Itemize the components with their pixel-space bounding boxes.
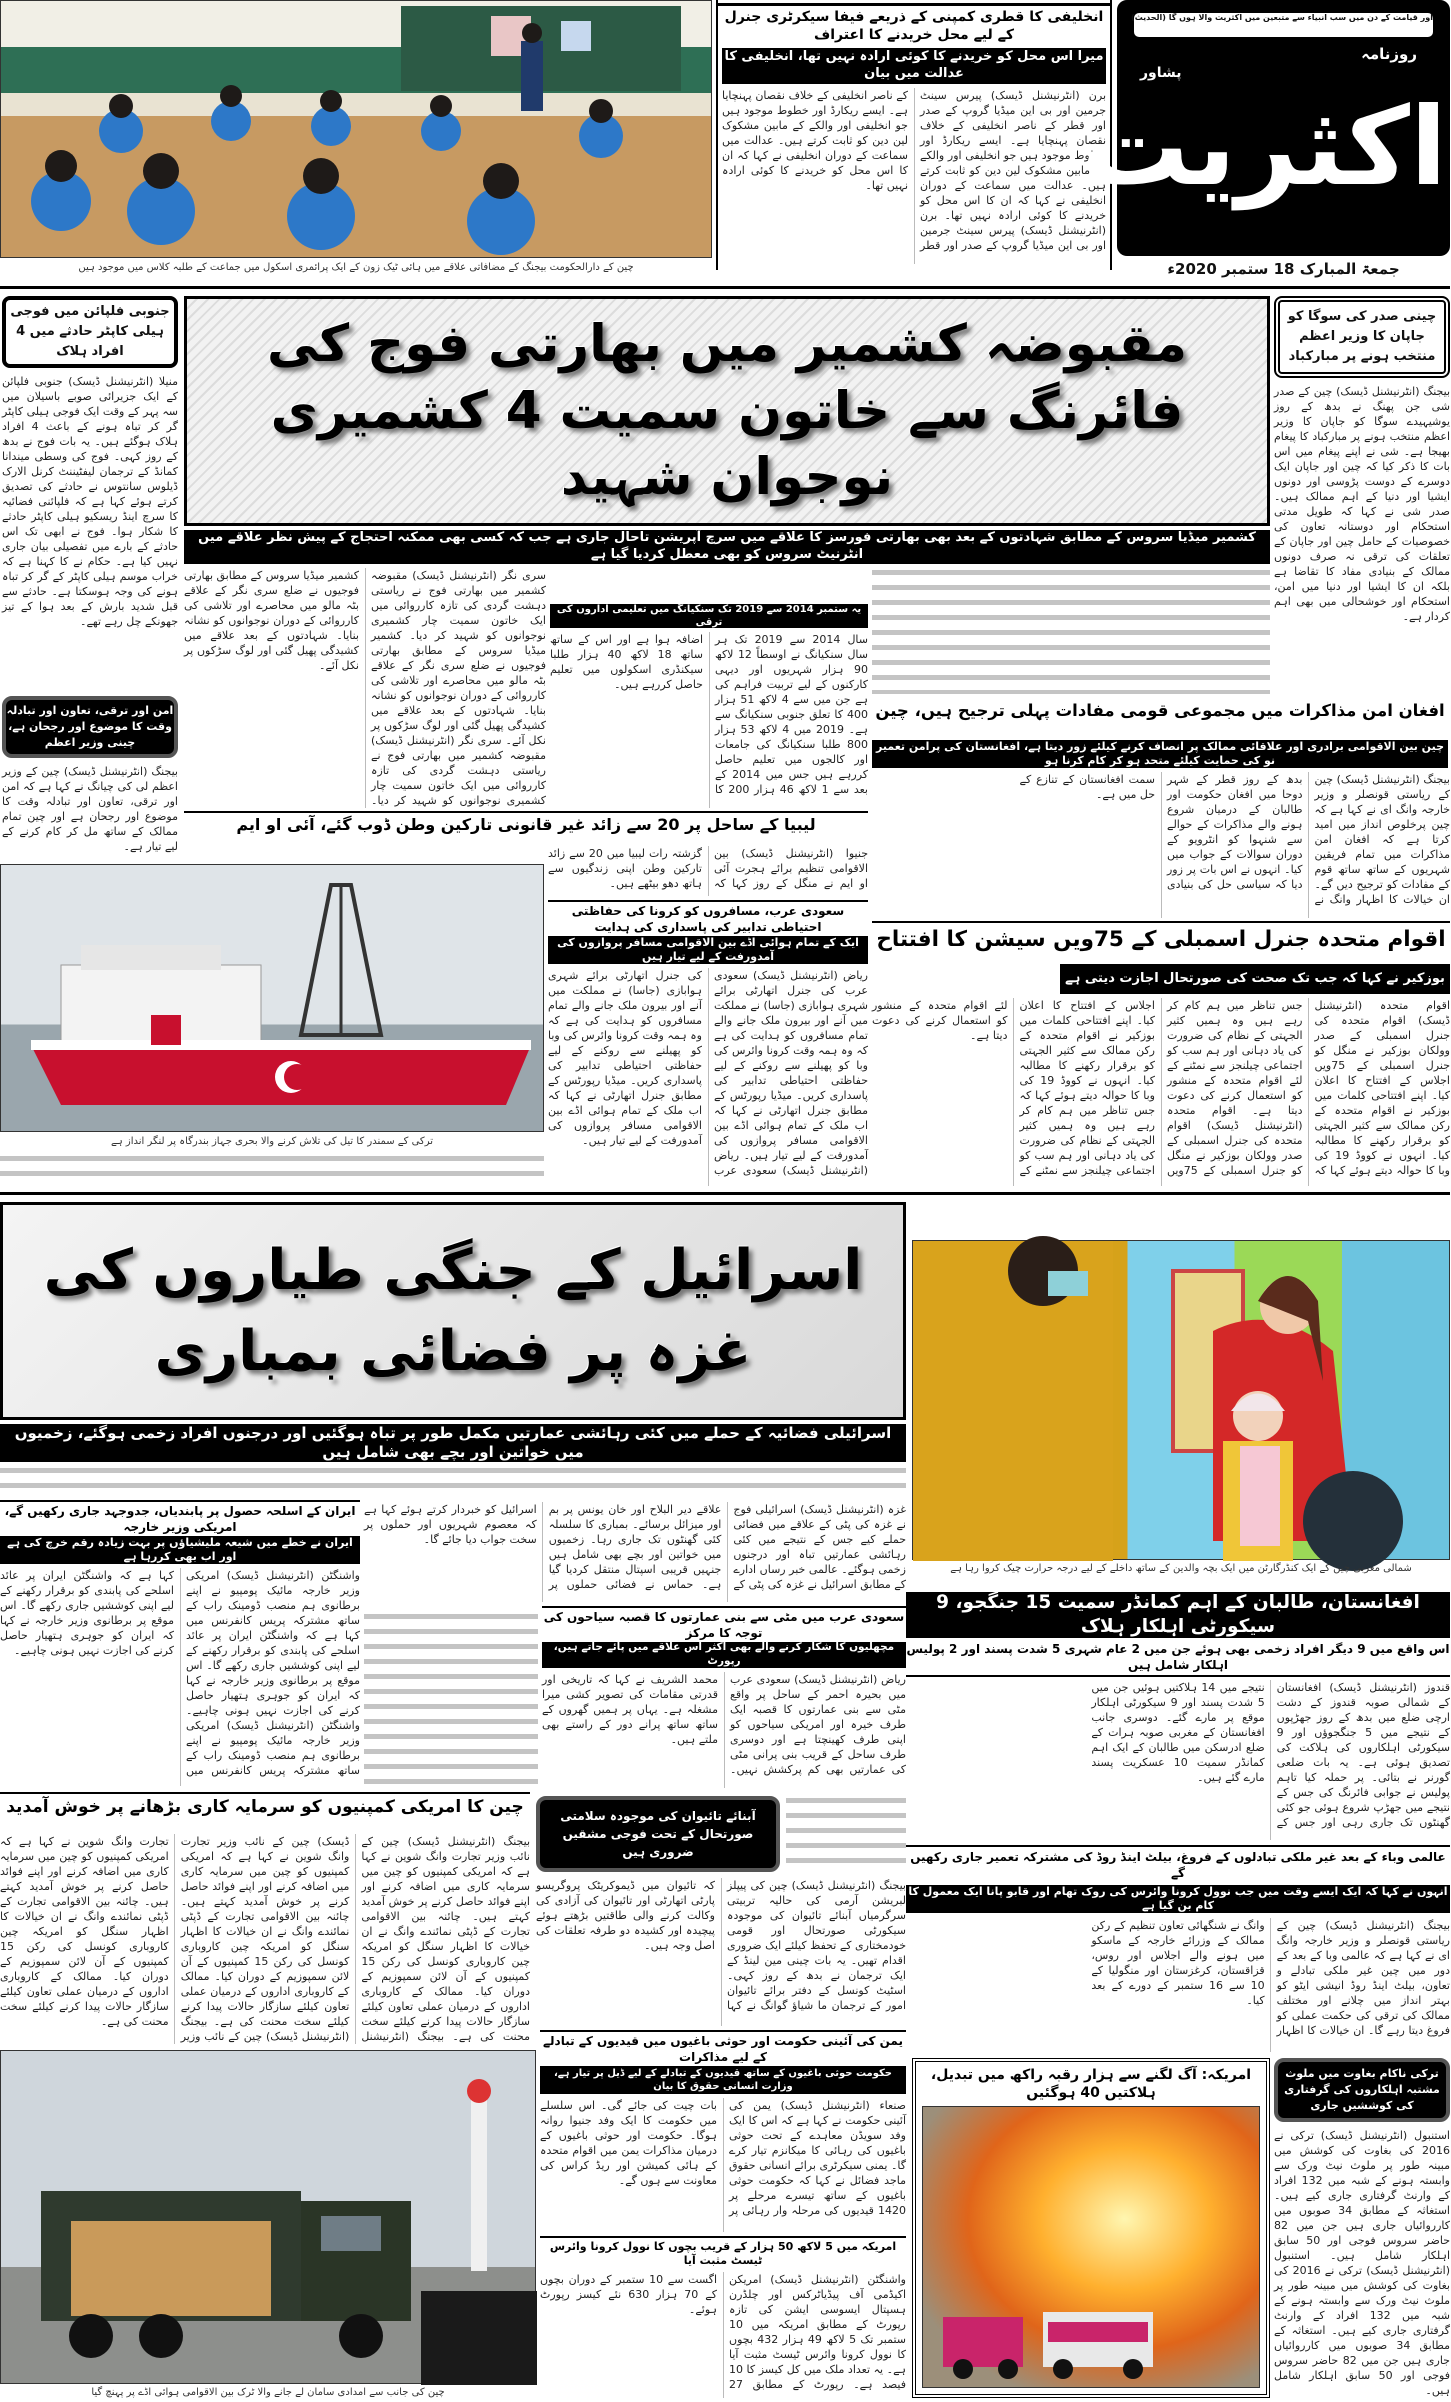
- truck-caption: چین کی جانب سے امدادی سامان لے جانے والا ٹرک بین الاقوامی ہوائی اڈے پر پہنچ گیا: [91, 2387, 445, 2398]
- turkey-body: استنبول (انٹرنیشنل ڈیسک) ترکی نے 2016 کی بغاوت کی کوشش میں مبینہ طور پر ملوث نیٹ ورک سے وابستہ ہونے کے شبہ میں 132 افراد کے وارنٹ گرفتاری جاری کیے ہیں۔ استغاثہ کے مطابق 34 صوبوں میں کارروائیاں جاری ہیں جن میں 82 حاضر سروس فوجی اور 50 سابق اہلکار شامل ہیں۔ استنبول (انٹرنیشنل ڈیسک) ترکی نے 2016 کی بغاوت کی کوشش میں مبینہ طور پر ملوث نیٹ ورک سے وابستہ ہونے کے شبہ میں 132 افراد کے وارنٹ گرفتاری جاری کیے ہیں۔ استغاثہ کے مطابق 34 صوبوں میں کارروائیاں جاری ہیں جن میں 82 حاضر سروس فوجی اور 50 سابق اہلکار شامل ہیں۔: [1274, 2129, 1450, 2397]
- japan-pm-box: [1274, 296, 1450, 378]
- taliban-headline: افغانستان، طالبان کے اہم کمانڈر سمیت 15 جنگجو، 9 سیکورٹی اہلکار ہلاک: [906, 1592, 1450, 1638]
- israel-strip: اسرائیلی فضائیہ کے حملے میں کئی رہائشی عمارتیں مکمل طور پر تباہ ہوگئیں اور درجنوں افراد زخمی ہوگئے، زخمیوں میں خواتین اور بچے بھی شامل ہیں: [0, 1424, 906, 1462]
- taiwan-headline: آبنائے تائیوان کی موجودہ سلامتی صورتحال کے تحت فوجی مشقیں ضروری ہیں: [560, 1809, 756, 1859]
- israel-body: غزہ (انٹرنیشنل ڈیسک) اسرائیلی فوج نے غزہ کی پٹی کے علاقے میں فضائی حملے کیے جس کے نتیجے میں کئی رہائشی عمارتیں تباہ اور درجنوں زخمی ہوگئے۔ عالمی خبر رساں ادارے کے مطابق اسرائیل نے غزہ کی پٹی کے علاقے دیر البلاح اور خان یونس پر بم اور میزائل برسائے۔ بمباری کا سلسلہ کئی گھنٹوں تک جاری رہا۔ زخمیوں میں خواتین اور بچے بھی شامل ہیں جنہیں قریبی اسپتال منتقل کردیا گیا ہے۔ حماس نے فضائی حملوں پر اسرائیل کو خبردار کرتے ہوئے کہا ہے کہ معصوم شہریوں اور حملوں پر سخت جواب دیا جائے گا۔: [364, 1503, 906, 1591]
- iran-strip: ایران نے خطے میں شیعہ ملیشیاؤں پر بہت زیادہ رقم خرچ کی ہے اور اب بھی کررہا ہے: [0, 1536, 360, 1564]
- masthead-motto: اور قیامت کے دن میں سب انبیاء سے متبعین میں اکثریت والا ہوں گا (الحدیث): [1134, 13, 1433, 37]
- saudi-village-strip: مچھلیوں کا شکار کرنے والے بھی اکثر اس علاقے میں پائے جاتے ہیں، رپورٹ: [542, 1642, 906, 1668]
- saudi-village-rule: [542, 1606, 906, 1608]
- yemen-strip: حکومت حوثی باغیوں کے ساتھ قیدیوں کے تبادلے کے لیے ڈیل پر تیار ہے، وزارت انسانی حقوق کا بیان: [540, 2066, 906, 2094]
- saudi-corona-rule: [548, 900, 868, 902]
- philippines-body: منیلا (انٹرنیشنل ڈیسک) جنوبی فلپائن کے ایک جزیرائی صوبے باسیلان میں سہ پہر کے وقت ایک فوجی ہیلی کاپٹر گر کر تباہ ہونے کے باعث 4 افراد ہلاک ہوگئے ہیں۔ یہ بات فوج نے بدھ کے روز کہی۔ فوج کی وسطی میندانا کمانڈ کے ترجمان لیفٹیننٹ کرنل الارک ڈیلوس سانتوس نے حادثے کی تصدیق کرتے ہوئے کہا ہے کہ فلپائنی فضائیہ کا سرچ اینڈ ریسکیو ہیلی کاپٹر حادثے کا شکار ہوا۔ فوج نے ابھی تک اس حادثے کے بارے میں تفصیلی بیان جاری نہیں کیا ہے۔ حکام نے کا کہنا ہے کہ خراب موسم ہیلی کاپٹر کے گر کر تباہ ہونے کی وجہ ہوسکتا ہے۔ حادثے سے قبل شدید بارش کے بعد ہوا کے تیز جھونکے چل رہے تھے۔: [2, 375, 178, 628]
- belt-road-strip: انہوں نے کہا کہ ایک ایسے وقت میں جب نوول کرونا وائرس کی روک تھام اور قابو پانا ایک معمول کا کام بن گیا ہے: [906, 1885, 1450, 1913]
- classroom-caption: چین کے دارالحکومت بیجنگ کے مضافاتی علاقے میں ہائی ٹیک زون کے ایک پرائمری اسکول میں جماعت کے طلبہ کلاس میں موجود ہیں: [78, 262, 634, 273]
- un-body: اقوام متحدہ (انٹرنیشنل ڈیسک) اقوام متحدہ کی جنرل اسمبلی کے صدر وولکان بوزکیر نے منگل کو جنرل اسمبلی کے 75ویں اجلاس کے افتتاح کا اعلان کیا۔ اپنے افتتاحی کلمات میں بوزکیر نے اقوام متحدہ کے رکن ممالک سے کثیر الجہتی کو برقرار رکھنے کا مطالبہ کیا۔ انہوں نے کووڈ 19 کی وبا کا حوالہ دیتے ہوئے کہا کہ جس تناظر میں ہم کام کر رہے ہیں وہ ہمیں کثیر الجہتی کے نظام کی ضرورت کی یاد دہانی اور ہم سب کو اجتماعی چیلنجز سے نمٹنے کے لئے اقوام متحدہ کے منشور کو استعمال کرنے کی دعوت دیتا ہے۔ اقوام متحدہ (انٹرنیشنل ڈیسک) اقوام متحدہ کی جنرل اسمبلی کے صدر وولکان بوزکیر نے منگل کو جنرل اسمبلی کے 75ویں اجلاس کے افتتاح کا اعلان کیا۔ اپنے افتتاحی کلمات میں بوزکیر نے اقوام متحدہ کے رکن ممالک سے کثیر الجہتی کو برقرار رکھنے کا مطالبہ کیا۔ انہوں نے کووڈ 19 کی وبا کا حوالہ دیتے ہوئے کہا کہ جس تناظر میں ہم کام کر رہے ہیں وہ ہمیں کثیر الجہتی کے نظام کی ضرورت کی یاد دہانی اور ہم سب کو اجتماعی چیلنجز سے نمٹنے کے لئے اقوام متحدہ کے منشور کو استعمال کرنے کی دعوت دیتا ہے۔: [872, 999, 1450, 1177]
- turkey-headline: ترکی ناکام بغاوت میں ملوث مشتبہ اہلکاروں کی گرفتاری کی کوششیں جاری: [1284, 2067, 1440, 2112]
- saudi-village-body: ریاض (انٹرنیشنل ڈیسک) سعودی عرب میں بحیرہ احمر کے ساحل پر واقع مٹی سے بنی عمارتوں کا قصبہ ایک طرف خیرہ اور امریکی سیاحوں کو اپنی طرف کھینچتا ہے اور دوسری طرف ساحل کے قریب بنی پرانی مٹی کی عمارتیں بھی کم پرکشش نہیں۔ محمد الشریف نے کہا کہ تاریخی اور قدرتی مقامات کی تصویر کشی میرا مشغلہ ہے۔ یہاں پر ہمیں گھروں کے ساتھ ساتھ پرانے دور کے راستے بھی ملتے ہیں۔: [542, 1673, 906, 1776]
- masthead: [1081, 0, 1450, 256]
- un-headline: اقوام متحدہ جنرل اسمبلی کے 75ویں سیشن کا افتتاح: [876, 927, 1446, 952]
- belt-road-rule: [906, 1845, 1450, 1847]
- china-pm-box: [2, 696, 178, 758]
- ship-photo: [0, 864, 544, 1132]
- yemen-body: صنعاء (انٹرنیشنل ڈیسک) یمن کی آئینی حکومت نے کہا ہے کہ اس کا ایک وفد سویڈن معاہدے کے تحت حوثی باغیوں کی رہائی کا میکانزم تیار کرے گا۔ یمنی سیکرٹری برائے انسانی حقوق ماجد فضائل نے کہا کہ حکومت حوثی باغیوں کے ساتھ تیسرے مرحلے پر 1420 قیدیوں کی مرحلہ وار رہائی پر بات چیت کی جائے گی۔ اس سلسلے میں حکومت کا ایک وفد جنیوا روانہ ہوگا۔ حکومت اور حوثی باغیوں کے درمیان مذاکرات یمن میں اقوام متحدہ کے ہائی کمیشن اور ریڈ کراس کی معاونت سے ہوں گے۔: [540, 2099, 906, 2217]
- us-children-headline: امریکہ میں 5 لاکھ 50 ہزار کے قریب بچوں کا نوول کرونا وائرس ٹیسٹ مثبت آیا: [549, 2240, 897, 2268]
- truck-photo: [0, 2050, 536, 2384]
- main-subheadline: کشمیر میڈیا سروس کے مطابق شہادتوں کے بعد بھی بھارتی فورسز کا علاقے میں سرچ آپریشن تاحال جاری ہے جب کہ کسی بھی ممکنہ احتجاج کے پیش نظر علاقے میں انٹرنیٹ سروس کو بھی معطل کردیا گیا ہے: [184, 530, 1270, 564]
- china-pm-headline: امن اور ترقی، تعاون اور تبادلہ وقت کا موضوع اور رجحان ہے، چینی وزیر اعظم: [6, 704, 174, 749]
- kindergarten-illustration: [913, 1241, 1451, 1561]
- taliban-subheadline: اس واقع میں 9 دیگر افراد زخمی بھی ہوئے جن میں 2 عام شہری 5 شدت پسند اور 2 پولیس اہلکار شامل ہیں: [906, 1642, 1450, 1672]
- taliban-rule: [906, 1675, 1450, 1677]
- classroom-photo: [0, 0, 712, 258]
- china-us-body: بیجنگ (انٹرنیشنل ڈیسک) چین کے نائب وزیر تجارت وانگ شوین نے کہا ہے کہ امریکی کمپنیوں کو چین میں سرمایہ کاری میں اضافہ کرنے اور اپنے فوائد حاصل کرنے پر خوش آمدید کہتے ہیں۔ چائنہ بین الاقوامی تجارت کے ڈپٹی نمائندے وانگ نے ان خیالات کا اظہار سنگل کو امریکہ چین کاروباری کونسل کی رکن 15 کمپنیوں کے آن لائن سمپوزیم کے دوران کیا۔ ممالک کے کاروباری اداروں کے درمیان عملی تعاون کیلئے سازگار حالات پیدا کرنے کیلئے سخت محنت کی ہے۔ بیجنگ (انٹرنیشنل ڈیسک) چین کے نائب وزیر تجارت وانگ شوین نے کہا ہے کہ امریکی کمپنیوں کو چین میں سرمایہ کاری میں اضافہ کرنے اور اپنے فوائد حاصل کرنے پر خوش آمدید کہتے ہیں۔ چائنہ بین الاقوامی تجارت کے ڈپٹی نمائندے وانگ نے ان خیالات کا اظہار سنگل کو امریکہ چین کاروباری کونسل کی رکن 15 کمپنیوں کے آن لائن سمپوزیم کے دوران کیا۔ ممالک کے کاروباری اداروں کے درمیان عملی تعاون کیلئے سازگار حالات پیدا کرنے کیلئے سخت محنت کی ہے۔ بیجنگ (انٹرنیشنل ڈیسک) چین کے نائب وزیر تجارت وانگ شوین نے کہا ہے کہ امریکی کمپنیوں کو چین میں سرمایہ کاری میں اضافہ کرنے اور اپنے فوائد حاصل کرنے پر خوش آمدید کہتے ہیں۔ چائنہ بین الاقوامی تجارت کے ڈپٹی نمائندے وانگ نے ان خیالات کا اظہار سنگل کو امریکہ چین کاروباری کونسل کی رکن 15 کمپنیوں کے آن لائن سمپوزیم کے دوران کیا۔ ممالک کے کاروباری اداروں کے درمیان عملی تعاون کیلئے سازگار حالات پیدا کرنے کیلئے سخت محنت کی ہے۔: [0, 1835, 530, 2043]
- saudi-corona-headline: سعودی عرب، مسافروں کو کرونا کی حفاظتی احتیاطی تدابیر کی پاسداری کی ہدایت: [571, 904, 845, 934]
- iran-rule: [0, 1500, 360, 1502]
- saudi-village-headline: سعودی عرب میں مٹی سے بنی عمارتوں کا قصبہ سیاحوں کی توجہ کا مرکز: [543, 1610, 905, 1640]
- taliban-body: قندوز (انٹرنیشنل ڈیسک) افغانستان کے شمالی صوبہ قندوز کے دشت ارچی ضلع میں بدھ کے روز جھڑپوں کے نتیجے میں 5 جنگجوؤں اور 9 سیکورٹی اہلکاروں کی ہلاکت کی تصدیق ہوئی ہے۔ یہ بات ضلعی گورنر نے بتائی۔ پر حملہ کیا تاہم پولیس نے جوابی فائرنگ کی جس کے نتیجے میں جھڑپ شروع ہوئی جو کئی گھنٹوں تک جاری رہی اور جس کے نتیجے میں 14 ہلاکتیں ہوئیں جن میں 5 شدت پسند اور 9 سیکورٹی اہلکار موقع پر مارے گئے۔ دوسری جانب افغانستان کے مغربی صوبہ ہرات کے ضلع ادرسکن میں طالبان کے ایک اہم کمانڈر سمیت 10 عسکریت پسند مارے گئے ہیں۔: [1091, 1681, 1450, 1829]
- belt-road-headline: عالمی وباء کے بعد غیر ملکی تبادلوں کے فروغ، بیلٹ اینڈ روڈ کی مشترکہ تعمیر جاری رکھیں گے: [910, 1850, 1446, 1880]
- education-body: سال 2014 سے 2019 تک ہر سال سنکیانگ نے اوسطاً 12 لاکھ 90 ہزار شہریوں اور دیہی کارکنوں کے لیے تربیت فراہم کی ہے جن میں سے 4 لاکھ 51 ہزار 400 کا تعلق جنوبی سنکیانگ سے ہے۔ 2019 میں 4 لاکھ 53 ہزار 800 طلبا سنکیانگ کی جامعات اور کالجوں میں تعلیم حاصل کررہے ہیں جس میں 2014 کے بعد سے 1 لاکھ 46 ہزار 200 کا اضافہ ہوا ہے اور اس کے ساتھ ساتھ 18 لاکھ 40 ہزار طلبا سیکنڈری اسکولوں میں تعلیم حاصل کررہے ہیں۔: [550, 633, 869, 796]
- libya-body: جنیوا (انٹرنیشنل ڈیسک) بین الاقوامی تنظیم برائے ہجرت آئی او ایم نے منگل کے روز کہا کہ گزشتہ رات لیبیا میں 20 سے زائد تارکین وطن اپنی زندگیوں سے ہاتھ دھو بیٹھے ہیں۔: [548, 847, 868, 890]
- ship-illustration: [1, 865, 545, 1133]
- fire-photo: [922, 2106, 1260, 2388]
- main-headline-panel: [184, 296, 1270, 526]
- japan-pm-body: بیجنگ (انٹرنیشنل ڈیسک) چین کے صدر شی جن پھنگ نے بدھ کے روز یوشیہیدے سوگا کو جاپان کا وزیر اعظم منتخب ہونے پر مبارکباد کا پیغام بھیجا ہے۔ شی نے اپنے پیغام میں اس بات کا ذکر کیا کہ چین اور جاپان ایک دوسرے کے دوست پڑوسی اور دونوں ایشیا اور دنیا کے اہم ممالک ہیں۔ صدر شی نے کہا کہ طویل مدتی استحکام اور دوستانہ تعاون کی خصوصیات کے حامل چین اور جاپان کے تعلقات کی ترقی نہ صرف دونوں ممالک کے بنیادی مفاد کا تقاضا ہے بلکہ ان کا ایشیا اور دنیا میں امن، استحکام اور خوشحالی میں بھی اہم کردار ہے۔: [1274, 385, 1450, 623]
- us-children-rule: [540, 2236, 906, 2238]
- masthead-city: پشاور: [1140, 65, 1182, 81]
- afghan-talks-headline: افغان امن مذاکرات میں مجموعی قومی مفادات پہلی ترجیح ہیں، چین: [875, 701, 1445, 720]
- fifa-body: برن (انٹرنیشنل ڈیسک) پیرس سینٹ جرمین اور بی این میڈیا گروپ کے صدر اور قطر کے ناصر انخلیفی کے خلاف نقصان پہنچایا ہے۔ ایسے ریکارڈ اور خطوط موجود ہیں جو انخلیفی اور والکے کے مابین مشکوک لین دین کو ثابت کرتے ہیں۔ عدالت میں سماعت کے دوران انخلیفی نے کہا کہ ان کا اس محل کو خریدنے کا کوئی ارادہ نہیں تھا۔ برن (انٹرنیشنل ڈیسک) پیرس سینٹ جرمین اور بی این میڈیا گروپ کے صدر اور قطر کے ناصر انخلیفی کے خلاف نقصان پہنچایا ہے۔ ایسے ریکارڈ اور خطوط موجود ہیں جو انخلیفی اور والکے کے مابین مشکوک لین دین کو ثابت کرتے ہیں۔ عدالت میں سماعت کے دوران انخلیفی نے کہا کہ ان کا اس محل کو خریدنے کا کوئی ارادہ نہیں تھا۔: [722, 89, 1106, 252]
- turkey-box: [1274, 2058, 1450, 2122]
- israel-text-tail: [364, 1614, 538, 1784]
- un-rule: [872, 921, 1450, 923]
- philippines-headline: جنوبی فلپائن میں فوجی ہیلی کاپٹر حادثے میں 4 افراد ہلاک: [10, 304, 170, 359]
- yemen-rule: [540, 2030, 906, 2032]
- china-us-rule: [0, 1792, 530, 1794]
- fire-illustration: [923, 2107, 1261, 2389]
- yemen-headline: یمن کی آئینی حکومت اور حوثی باغیوں میں قیدیوں کے تبادلے کے لیے مذاکرات: [543, 2034, 903, 2064]
- kindergarten-photo: [912, 1240, 1450, 1560]
- afghan-talks-strip: چین بین الاقوامی برادری اور علاقائی ممالک پر انصاف کرنے کیلئے زور دیتا ہے، افغانستان کی پرامن تعمیر نو کی حمایت کیلئے متحد ہو کر کام کرنا ہو: [872, 740, 1448, 768]
- fifa-headline: انخلیفی کا قطری کمپنی کے ذریعے فیفا سیکرٹری جنرل کے لیے محل خریدنے کا اعتراف: [724, 9, 1104, 44]
- china-us-headline: چین کا امریکی کمپنیوں کو سرمایہ کاری بڑھانے پر خوش آمدید: [6, 1797, 524, 1817]
- japan-pm-headline: چینی صدر کی سوگا کو جاپان کا وزیر اعظم منتخب ہونے پر مبارکباد: [1287, 309, 1437, 364]
- kashmir-text-continuation: [872, 570, 1270, 694]
- fifa-strip: میرا اس محل کو خریدنے کا کوئی ارادہ نہیں تھا، انخلیفی کا عدالت میں بیان: [722, 48, 1106, 84]
- education-strip: یہ ستمبر 2014 سے 2019 تک سنکیانگ میں تعلیمی اداروں کی ترقی: [550, 604, 868, 628]
- iran-body: واشنگٹن (انٹرنیشنل ڈیسک) امریکی وزیر خارجہ مائیک پومپیو نے اپنے برطانوی ہم منصب ڈومینک راب کے ساتھ مشترکہ پریس کانفرنس میں کہا ہے کہ واشنگٹن ایران پر عائد اسلحے کی پابندی کو برقرار رکھنے کے لیے اپنی کوششیں جاری رکھے گا۔ اس موقع پر برطانوی وزیر خارجہ نے کہا کہ ایران کو جوہری ہتھیار حاصل کرنے کی اجازت نہیں ہونی چاہیے۔ واشنگٹن (انٹرنیشنل ڈیسک) امریکی وزیر خارجہ مائیک پومپیو نے اپنے برطانوی ہم منصب ڈومینک راب کے ساتھ مشترکہ پریس کانفرنس میں کہا ہے کہ واشنگٹن ایران پر عائد اسلحے کی پابندی کو برقرار رکھنے کے لیے اپنی کوششیں جاری رکھے گا۔ اس موقع پر برطانوی وزیر خارجہ نے کہا کہ ایران کو جوہری ہتھیار حاصل کرنے کی اجازت نہیں ہونی چاہیے۔: [0, 1569, 360, 1777]
- ship-text-continuation: [0, 1156, 544, 1184]
- classroom-illustration: [1, 1, 713, 259]
- kashmir-body: سری نگر (انٹرنیشنل ڈیسک) مقبوضہ کشمیر میں بھارتی فوج نے ریاستی دہشت گردی کی تازہ کارروائی میں ایک خاتون سمیت چار کشمیری نوجوانوں کو شہید کر دیا۔ کشمیر میڈیا سروس کے مطابق بھارتی فوجیوں نے ضلع سری نگر کے علاقے بٹہ مالو میں محاصرے اور تلاشی کی کارروائی کے دوران نوجوانوں کو نشانہ بنایا۔ شہادتوں کے بعد علاقے میں کشیدگی پھیل گئی اور لوگ سڑکوں پر نکل آئے۔ سری نگر (انٹرنیشنل ڈیسک) مقبوضہ کشمیر میں بھارتی فوج نے ریاستی دہشت گردی کی تازہ کارروائی میں ایک خاتون سمیت چار کشمیری نوجوانوں کو شہید کر دیا۔ کشمیر میڈیا سروس کے مطابق بھارتی فوجیوں نے ضلع سری نگر کے علاقے بٹہ مالو میں محاصرے اور تلاشی کی کارروائی کے دوران نوجوانوں کو نشانہ بنایا۔ شہادتوں کے بعد علاقے میں کشیدگی پھیل گئی اور لوگ سڑکوں پر نکل آئے۔: [184, 569, 546, 807]
- main-headline: مقبوضہ کشمیر میں بھارتی فوج کی فائرنگ سے خاتون سمیت 4 کشمیری نوجوان شہید: [267, 313, 1187, 508]
- middle-divider: [0, 1192, 1450, 1195]
- masthead-daily-label: روزنامہ: [1361, 45, 1417, 63]
- israel-headline-panel: [0, 1202, 906, 1420]
- us-children-body: واشنگٹن (انٹرنیشنل ڈیسک) امریکن اکیڈمی آف پیڈیاٹرکس اور چلڈرن ہسپتال ایسوسی ایشن کی تازہ رپورٹ کے مطابق امریکہ میں 10 ستمبر تک 5 لاکھ 49 ہزار 432 بچوں کا نوول کرونا وائرس ٹیسٹ مثبت آیا ہے۔ یہ تعداد ملک میں کل کیسز کا 10 فیصد ہے۔ رپورٹ کے مطابق 27 اگست سے 10 ستمبر کے دوران بچوں کے 70 ہزار 630 نئے کیسز رپورٹ ہوئے۔: [540, 2273, 906, 2391]
- saudi-corona-body: ریاض (انٹرنیشنل ڈیسک) سعودی عرب کی جنرل اتھارٹی برائے شہری ہوابازی (جاسا) نے مملکت میں آنے اور بیرون ملک جانے والے تمام مسافروں کو ہدایت کی ہے کہ وہ ہمہ وقت کرونا وائرس کی وبا کو پھیلنے سے روکنے کے لیے حفاظتی احتیاطی تدابیر کی پاسداری کریں۔ میڈیا رپورٹس کے مطابق جنرل اتھارٹی نے کہا کہ اب ملک کے تمام ہوائی اڈے بین الاقوامی مسافر پروازوں کی آمدورفت کے لیے تیار ہیں۔ ریاض (انٹرنیشنل ڈیسک) سعودی عرب کی جنرل اتھارٹی برائے شہری ہوابازی (جاسا) نے مملکت میں آنے اور بیرون ملک جانے والے تمام مسافروں کو ہدایت کی ہے کہ وہ ہمہ وقت کرونا وائرس کی وبا کو پھیلنے سے روکنے کے لیے حفاظتی احتیاطی تدابیر کی پاسداری کریں۔ میڈیا رپورٹس کے مطابق جنرل اتھارٹی نے کہا کہ اب ملک کے تمام ہوائی اڈے بین الاقوامی مسافر پروازوں کی آمدورفت کے لیے تیار ہیں۔: [548, 969, 868, 1177]
- top-divider: [0, 286, 1450, 289]
- masthead-logo: اکثریت: [1081, 85, 1447, 210]
- truck-illustration: [1, 2051, 537, 2385]
- philippines-box: [2, 296, 178, 368]
- issue-date: جمعۃ المبارک 18 ستمبر 2020ء: [1167, 260, 1400, 278]
- iran-headline: ایران کے اسلحہ حصول پر پابندیاں، جدوجہد جاری رکھیں گے، امریکی وزیر خارجہ: [4, 1504, 356, 1534]
- israel-headline: اسرائیل کے جنگی طیاروں کی غزہ پر فضائی بمباری: [43, 1237, 863, 1384]
- libya-rule: [184, 811, 868, 813]
- saudi-corona-strip: ایک کے تمام ہوائی اڈے بین الاقوامی مسافر پروازوں کی آمدورفت کے لیے تیار ہیں: [548, 936, 868, 964]
- israel-text-lead: [0, 1468, 906, 1496]
- un-strip: بوزکیر نے کہا کہ جب تک صحت کی صورتحال اجازت دیتی ہے: [1060, 964, 1450, 994]
- libya-headline: لیبیا کے ساحل پر 20 سے زائد غیر قانونی تارکین وطن ڈوب گئے، آئی او ایم: [236, 815, 816, 834]
- china-pm-body: بیجنگ (انٹرنیشنل ڈیسک) چین کے وزیر اعظم لی کی چیانگ نے کہا ہے کہ امن اور ترقی، تعاون اور تبادلہ وقت کا موضوع اور رجحان ہے اور چین تمام ممالک کے ساتھ مل کر کام کرنے کے لیے تیار ہے۔: [2, 765, 178, 853]
- fire-box: [912, 2058, 1270, 2398]
- ship-caption: ترکی کے سمندر کا تیل کی تلاش کرنے والا بحری جہاز بندرگاہ پر لنگر انداز ہے: [110, 1136, 433, 1147]
- taiwan-body: بیجنگ (انٹرنیشنل ڈیسک) چین کی پیپلز لبریشن آرمی کی حالیہ تربیتی سرگرمیاں آبنائے تائیوان کی موجودہ سیکورٹی صورتحال اور قومی خودمختاری کے تحفظ کیلئے ایک ضروری اقدام تھیں۔ یہ بات چینی مین لینڈ کے ایک ترجمان نے بدھ کے روز کہی۔ اسٹیٹ کونسل کے دفتر برائے تائیوان امور کے ترجمان ما شیاؤ گوانگ نے کہا کہ تائیوان میں ڈیموکریٹک پروگریسو پارٹی اتھارٹی اور تائیوان کی آزادی کی وکالت کرنے والی طاقتیں بڑھتے ہوئے پیچیدہ اور کشیدہ دو طرفہ تعلقات کی اصل وجہ ہیں۔: [536, 1879, 906, 2012]
- fire-headline: امریکہ: آگ لگنے سے ہزار رقبہ راکھ میں تبدیل، ہلاکتیں 40 ہوگئیں: [930, 2067, 1252, 2102]
- belt-road-body: بیجنگ (انٹرنیشنل ڈیسک) چین کے ریاستی قونصلر و وزیر خارجہ وانگ ای نے کہا ہے کہ عالمی وبا کے بعد کے دور میں چین غیر ملکی تبادلے و تعاون، بیلٹ اینڈ روڈ انیشی ایٹو کو بہتر انداز میں چلانے اور مختلف ممالک کی ترقی کی حکمت عملی کو فروغ دیتا رہے گا۔ ان خیالات کا اظہار وانگ نے شنگھائی تعاون تنظیم کے رکن ممالک کے وزرائے خارجہ کے ماسکو میں ہونے والے اجلاس اور روس، قزاقستان، کرغزستان اور منگولیا کے 10 سے 16 ستمبر کے دورے کے بعد کیا۔: [1091, 1919, 1450, 2037]
- taiwan-box: [536, 1796, 780, 1872]
- afghan-talks-body: بیجنگ (انٹرنیشنل ڈیسک) چین کے ریاستی قونصلر و وزیر خارجہ وانگ ای نے کہا ہے کہ چین پرخلوص انداز میں امید کرتا ہے کہ افغان امن مذاکرات میں تمام فریقین شہریوں کے ساتھ ساتھ قوم کے مفادات کو ترجیح دیں گے۔ ان خیالات کا اظہار وانگ نے بدھ کے روز قطر کے شہر دوحا میں افغان حکومت اور طالبان کے درمیان شروع ہونے والے مذاکرات کے حوالے سے شنہوا کو انٹرویو کے دوران سوالات کے جواب میں کیا۔ انہوں نے اس بات پر زور دیا کہ سیاسی حل کی بنیادی سمت افغانستان کے تنازع کے حل میں ہے۔: [1019, 773, 1450, 906]
- fifa-story: [716, 0, 1112, 270]
- kindergarten-caption: شمالی مغربی چین کے ایک کنڈرگارٹن میں ایک بچہ والدین کے ساتھ داخلے کے لیے درجہ حرارت چیک کروا رہا ہے: [950, 1563, 1412, 1574]
- saudi-village-text-continuation: [786, 1798, 906, 1870]
